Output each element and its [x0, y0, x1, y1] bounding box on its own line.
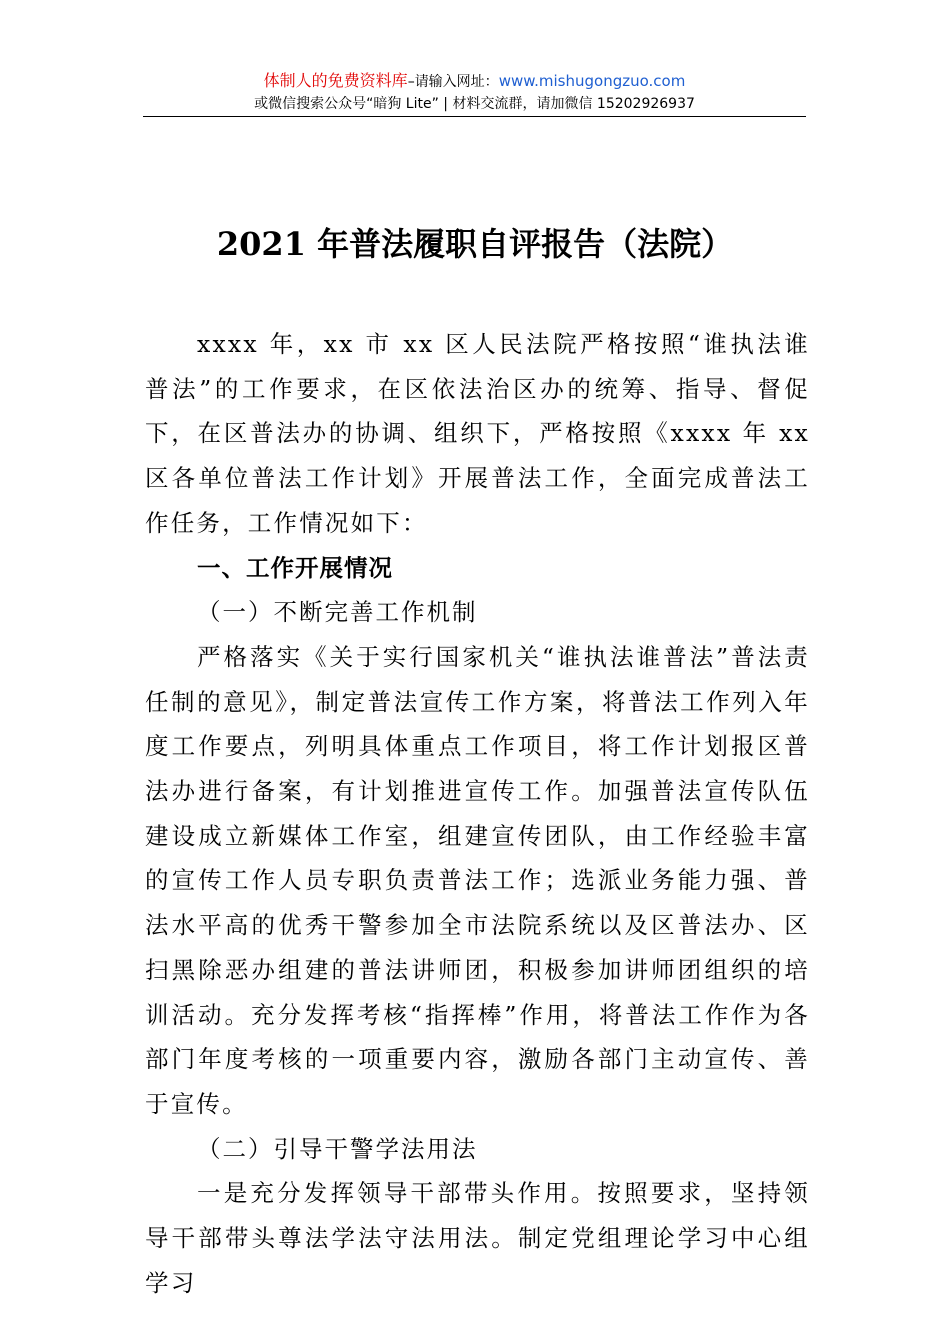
header-divider: [143, 116, 806, 117]
header-line-2: 或微信搜索公众号“暗狗 Lite” | 材料交流群，请加微信 15202926937: [254, 96, 695, 112]
header-prompt: –请输入网址：: [407, 74, 499, 90]
header-line-1: [143, 70, 806, 93]
body-paragraph: xxxx 年，xx 市 xx 区人民法院严格按照“谁执法谁普法”的工作要求，在区依法治区办的统筹、指导、督促下，在区普法办的协调、组织下，严格按照《xxxx 年 xx 区各单位普法工作计划》开展普法工作，全面完成普法工作任务，工作情况如下：: [145, 330, 810, 537]
subsection-heading: （一）不断完善工作机制: [197, 598, 478, 627]
document-title: 2021 年普法履职自评报告（法院）: [216, 225, 734, 263]
page-header: [143, 70, 806, 115]
body-paragraph: 一是充分发挥领导干部带头作用。按照要求，坚持领导干部带头尊法学法守法用法。制定党组理论学习中心组学习: [145, 1179, 810, 1297]
header-url-link[interactable]: www.mishugongzuo.com: [498, 72, 686, 90]
body-paragraph: 严格落实《关于实行国家机关“谁执法谁普法”普法责任制的意见》，制定普法宣传工作方案，将普法工作列入年度工作要点，列明具体重点工作项目，将工作计划报区普法办进行备案，有计划推进宣传工作。加强普法宣传队伍建设成立新媒体工作室，组建宣传团队，由工作经验丰富的宣传工作人员专职负责普法工作；选派业务能力强、普法水平高的优秀干警参加全市法院系统以及区普法办、区扫黑除恶办组建的普法讲师团，积极参加讲师团组织的培训活动。充分发挥考核“指挥棒”作用，将普法工作作为各部门年度考核的一项重要内容，激励各部门主动宣传、善于宣传。: [145, 642, 810, 1118]
section-heading: 一、工作开展情况: [197, 553, 393, 582]
header-brand: 体制人的免费资料库: [263, 71, 408, 90]
document-body: [145, 322, 810, 1305]
subsection-heading: （二）引导干警学法用法: [197, 1134, 478, 1163]
